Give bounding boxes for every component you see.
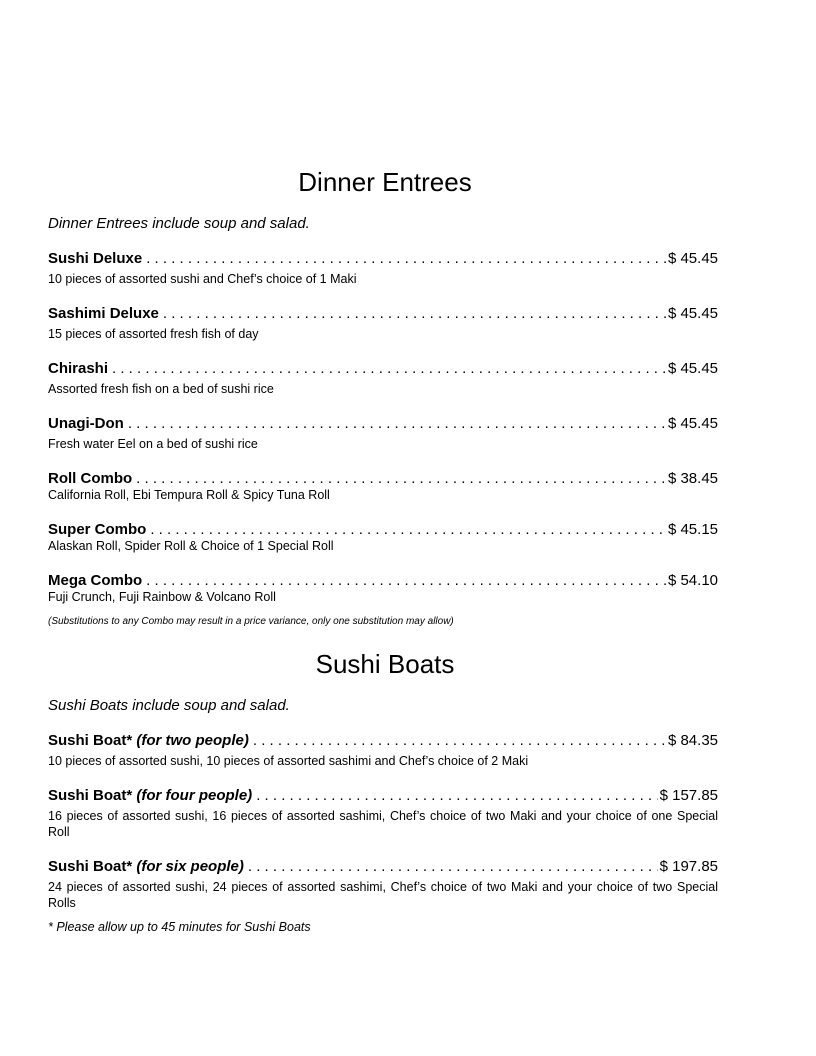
item-description: 24 pieces of assorted sushi, 24 pieces of assorted sashimi, Chef’s choice of two Maki and your choice of two Special Rolls bbox=[48, 880, 718, 910]
menu-item bbox=[48, 415, 718, 452]
dot-leader bbox=[136, 470, 666, 487]
menu-item bbox=[48, 572, 718, 605]
item-name: Super Combo bbox=[48, 521, 147, 538]
item-description: Fresh water Eel on a bed of sushi rice bbox=[48, 437, 258, 451]
dot-leader bbox=[112, 360, 666, 377]
item-name-text: Sushi Boat* bbox=[48, 787, 133, 804]
item-price: $ 45.45 bbox=[667, 305, 718, 322]
item-price: $ 84.35 bbox=[667, 732, 718, 749]
dot-leader bbox=[146, 250, 666, 267]
item-name: Roll Combo bbox=[48, 470, 133, 487]
item-price: $ 45.15 bbox=[667, 521, 718, 538]
dot-leader bbox=[253, 732, 666, 749]
item-description: California Roll, Ebi Tempura Roll & Spicy Tuna Roll bbox=[48, 488, 330, 502]
boats-footnote: * Please allow up to 45 minutes for Sushi Boats bbox=[48, 920, 311, 934]
menu-item bbox=[48, 858, 718, 911]
dot-leader bbox=[128, 415, 666, 432]
dot-leader bbox=[163, 305, 666, 322]
item-description: Alaskan Roll, Spider Roll & Choice of 1 Special Roll bbox=[48, 539, 334, 553]
item-description: 10 pieces of assorted sushi and Chef’s choice of 1 Maki bbox=[48, 272, 357, 286]
item-name bbox=[48, 787, 252, 804]
item-name: Sushi Deluxe bbox=[48, 250, 143, 267]
item-description: Assorted fresh fish on a bed of sushi rice bbox=[48, 382, 274, 396]
menu-item bbox=[48, 250, 718, 287]
item-description: Fuji Crunch, Fuji Rainbow & Volcano Roll bbox=[48, 590, 276, 604]
item-description: 15 pieces of assorted fresh fish of day bbox=[48, 327, 259, 341]
menu-item bbox=[48, 732, 718, 769]
substitution-note: (Substitutions to any Combo may result in a price variance, only one substitution may allow) bbox=[48, 616, 454, 627]
item-price: $ 54.10 bbox=[667, 572, 718, 589]
dot-leader bbox=[256, 787, 657, 804]
item-price: $ 197.85 bbox=[659, 858, 718, 875]
item-qualifier: (for six people) bbox=[136, 858, 244, 875]
menu-item bbox=[48, 521, 718, 554]
item-qualifier: (for four people) bbox=[136, 787, 253, 804]
menu-item bbox=[48, 787, 718, 840]
item-description: 10 pieces of assorted sushi, 10 pieces of assorted sashimi and Chef’s choice of 2 Maki bbox=[48, 754, 529, 768]
item-name: Unagi-Don bbox=[48, 415, 124, 432]
menu-item bbox=[48, 360, 718, 397]
dot-leader bbox=[146, 572, 666, 589]
dot-leader bbox=[248, 858, 658, 875]
item-name: Chirashi bbox=[48, 360, 109, 377]
menu-item bbox=[48, 305, 718, 342]
dinner-intro: Dinner Entrees include soup and salad. bbox=[48, 215, 310, 232]
item-name: Mega Combo bbox=[48, 572, 143, 589]
sushi-boats-heading: Sushi Boats bbox=[315, 649, 455, 679]
item-price: $ 157.85 bbox=[659, 787, 718, 804]
item-name-text: Sushi Boat* bbox=[48, 732, 133, 749]
boats-intro: Sushi Boats include soup and salad. bbox=[48, 697, 290, 714]
item-qualifier: (for two people) bbox=[136, 732, 249, 749]
item-name-text: Sushi Boat* bbox=[48, 858, 133, 875]
menu-item bbox=[48, 470, 718, 503]
item-name: Sashimi Deluxe bbox=[48, 305, 159, 322]
item-name bbox=[48, 858, 244, 875]
item-price: $ 38.45 bbox=[667, 470, 718, 487]
item-description: 16 pieces of assorted sushi, 16 pieces of assorted sashimi, Chef’s choice of two Maki and your choice of one Special Roll bbox=[48, 809, 718, 839]
dot-leader bbox=[150, 521, 666, 538]
item-name bbox=[48, 732, 249, 749]
item-price: $ 45.45 bbox=[667, 360, 718, 377]
item-price: $ 45.45 bbox=[667, 415, 718, 432]
dinner-entrees-heading: Dinner Entrees bbox=[298, 167, 472, 197]
item-price: $ 45.45 bbox=[667, 250, 718, 267]
